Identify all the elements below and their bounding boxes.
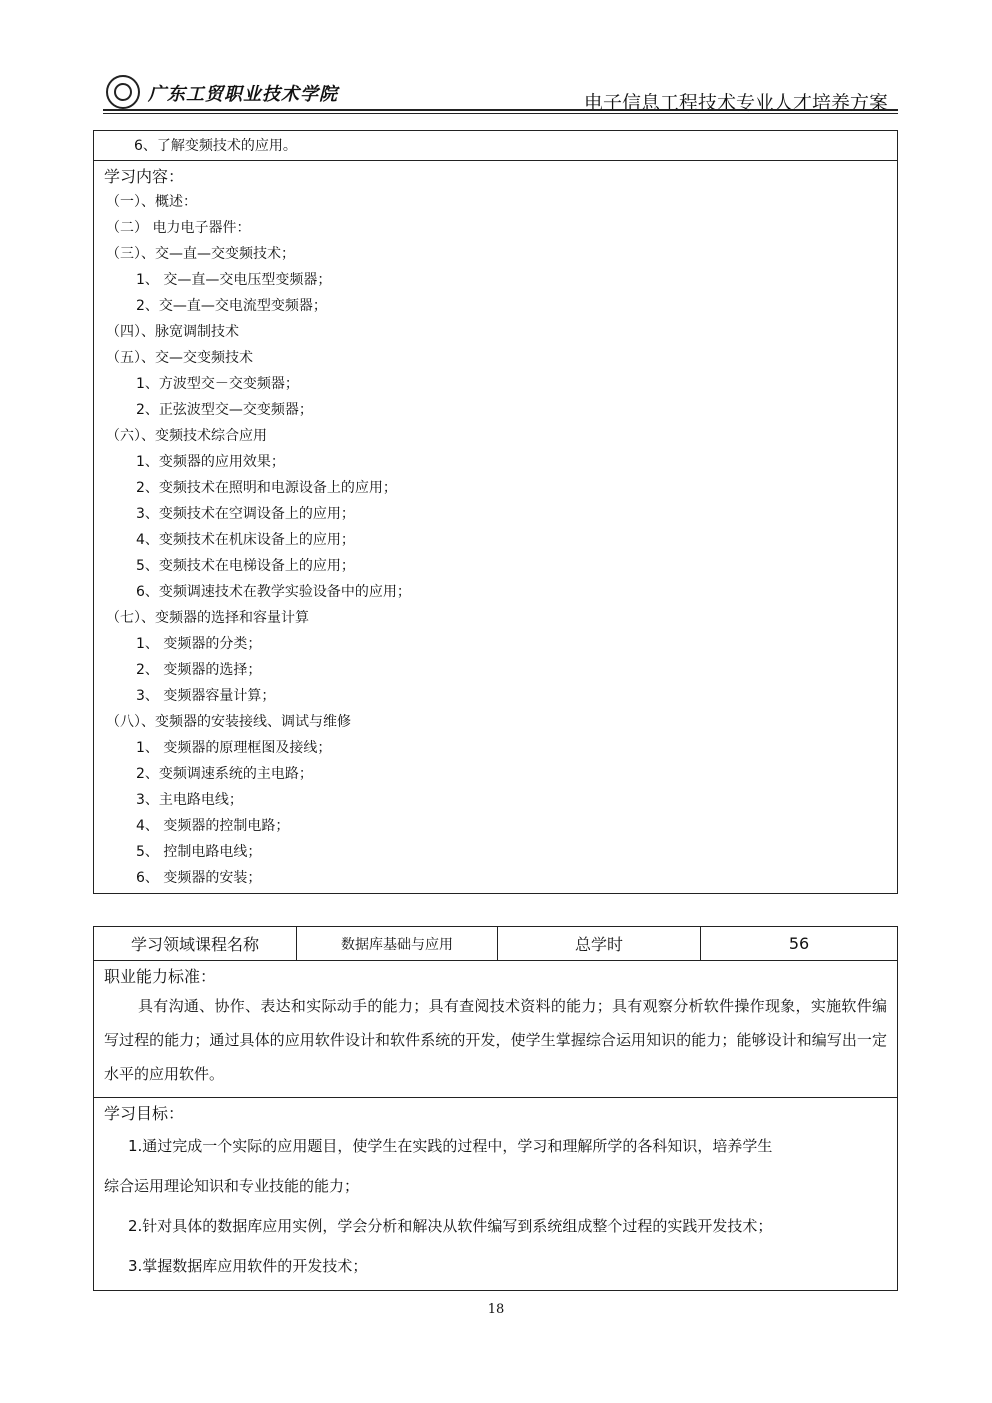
learning-content-cell	[94, 165, 897, 893]
page-number: 18	[487, 1302, 505, 1317]
list-item: 2、 变频器的选择；	[136, 662, 262, 678]
list-item: （四）、脉宽调制技术	[106, 324, 239, 340]
list-item: （一）、概述：	[106, 194, 197, 210]
school-logo-icon	[106, 75, 140, 109]
ability-standard-text: 具有沟通、协作、表达和实际动手的能力；具有查阅技术资料的能力；具有观察分析软件操作现象，实施软件编写过程的能力；通过具体的应用软件设计和软件系统的开发，使学生掌握综合运用知识的能力；能够设计和编写出一定水平的应用软件。	[104, 997, 887, 1083]
header-rule	[103, 109, 898, 111]
objective-line: 综合运用理论知识和专业技能的能力；	[104, 1177, 360, 1195]
list-item: 2、变频技术在照明和电源设备上的应用；	[136, 480, 397, 496]
total-hours-value: 56	[788, 934, 810, 953]
list-item: 1、 变频器的原理框图及接线；	[136, 740, 332, 756]
list-item: （六）、变频技术综合应用	[106, 428, 267, 444]
course-table	[93, 926, 898, 1291]
list-item: 1、变频器的应用效果；	[136, 454, 285, 470]
list-item: 6、 变频器的安装；	[136, 870, 262, 886]
list-item: 2、交—直—交电流型变频器；	[136, 298, 327, 314]
objective-line: 2.针对具体的数据库应用实例，学会分析和解决从软件编写到系统组成整个过程的实践开发技术；	[128, 1217, 773, 1235]
list-item: 2、正弦波型交—交变频器；	[136, 402, 313, 418]
list-item: 2、变频调速系统的主电路；	[136, 766, 313, 782]
school-name: 广东工贸职业技术学院	[148, 84, 338, 105]
list-item: 4、变频技术在机床设备上的应用；	[136, 532, 355, 548]
list-item: 3、 变频器容量计算；	[136, 688, 276, 704]
list-item: 1、方波型交－交变频器；	[136, 376, 299, 392]
learning-objectives-label: 学习目标：	[104, 1104, 185, 1123]
objective-line: 1.通过完成一个实际的应用题目，使学生在实践的过程中，学习和理解所学的各科知识，培养学生	[128, 1137, 773, 1155]
list-item: 4、 变频器的控制电路；	[136, 818, 290, 834]
course-name-value: 数据库基础与应用	[297, 927, 498, 960]
course-name-label: 学习领域课程名称	[94, 927, 297, 960]
list-item: 1、 交—直—交电压型变频器；	[136, 272, 332, 288]
objective-line: 3.掌握数据库应用软件的开发技术；	[128, 1257, 368, 1275]
list-item: （二） 电力电子器件：	[106, 220, 251, 236]
list-item: （七）、变频器的选择和容量计算	[106, 610, 309, 626]
list-item: （八）、变频器的安装接线、调试与维修	[106, 714, 351, 730]
learning-objectives-list	[94, 1126, 897, 1286]
course-header-row	[94, 927, 897, 961]
learning-content-list	[94, 189, 897, 891]
ability-standard-cell	[94, 965, 897, 1098]
list-item: 5、变频技术在电梯设备上的应用；	[136, 558, 355, 574]
program-title: 电子信息工程技术专业人才培养方案	[583, 92, 888, 114]
total-hours-label: 总学时	[498, 927, 701, 960]
list-item: 1、 变频器的分类；	[136, 636, 262, 652]
learning-content-label: 学习内容：	[104, 167, 185, 186]
learning-content-table	[93, 130, 898, 894]
list-item: （三）、交—直—交变频技术；	[106, 246, 295, 262]
list-item: 3、变频技术在空调设备上的应用；	[136, 506, 355, 522]
page-header	[0, 0, 992, 115]
list-item: 3、主电路电线；	[136, 792, 243, 808]
list-item: 6、变频调速技术在教学实验设备中的应用；	[136, 584, 411, 600]
previous-objective-row: 6、了解变频技术的应用。	[94, 131, 897, 161]
learning-objectives-cell	[94, 1102, 897, 1290]
list-item: 5、 控制电路电线；	[136, 844, 262, 860]
list-item: （五）、交—交变频技术	[106, 350, 253, 366]
header-rule-thin	[103, 113, 898, 114]
ability-standard-label: 职业能力标准：	[104, 967, 217, 986]
